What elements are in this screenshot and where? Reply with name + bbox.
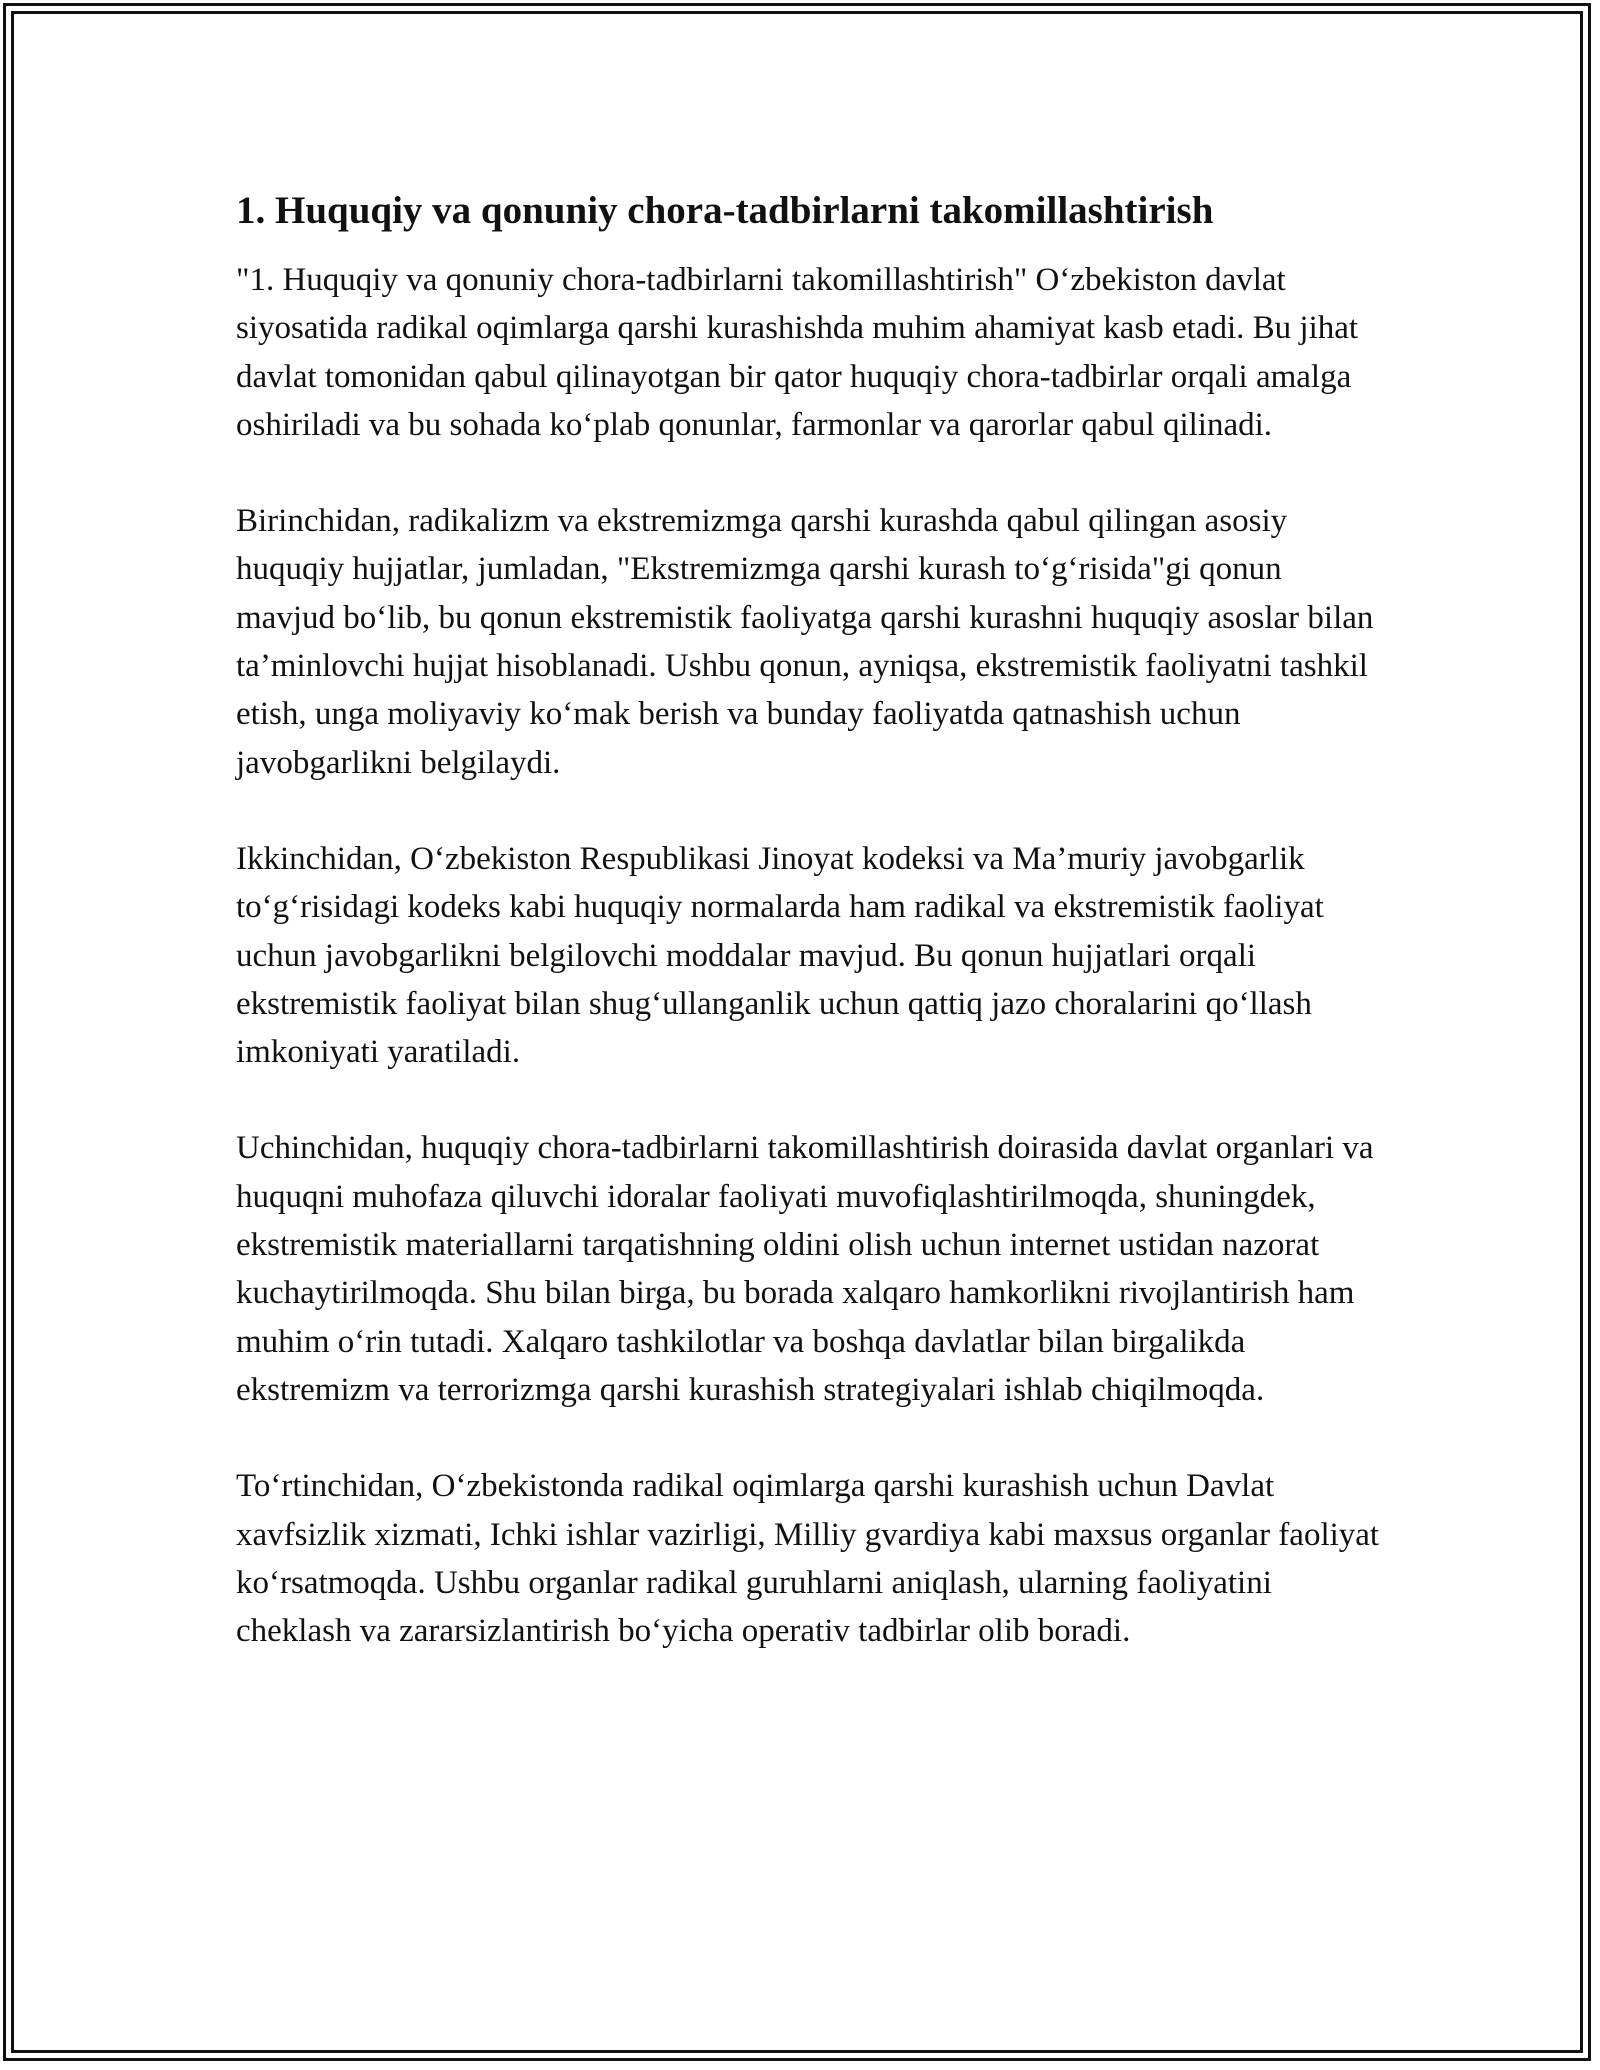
paragraph-first: Birinchidan, radikalizm va ekstremizmga qarshi kurashda qabul qilingan asosiy huquqiy hujjatlar, jumladan, "Ekstremizmga qarshi kurash to‘g‘risida"gi qonun mavjud bo‘lib, bu qonun ekstremistik faoliyatga qarshi kurashni huquqiy asoslar bilan ta’minlovchi hujjat hisoblanadi. Ushbu qonun, ayniqsa, ekstremistik faoliyatni tashkil etish, unga moliyaviy ko‘mak berish va bunday faoliyatda qatnashish uchun javobgarlikni belgilaydi. — [236, 503, 1374, 781]
paragraph-fourth: To‘rtinchidan, O‘zbekistonda radikal oqimlarga qarshi kurashish uchun Davlat xavfsizlik xizmati, Ichki ishlar vazirligi, Milliy gvardiya kabi maxsus organlar faoliyat ko‘rsatmoqda. Ushbu organlar radikal guruhlarni aniqlash, ularning faoliyatini cheklash va zararsizlantirish bo‘yicha operativ tadbirlar olib boradi. — [236, 1468, 1380, 1650]
paragraph-third: Uchinchidan, huquqiy chora-tadbirlarni takomillashtirish doirasida davlat organlari va huquqni muhofaza qiluvchi idoralar faoliyati muvofiqlashtirilmoqda, shuningdek, ekstremistik materiallarni tarqatishning oldini olish uchun internet ustidan nazorat kuchaytirilmoqda. Shu bilan birga, bu borada xalqaro hamkorlikni rivojlantirish ham muhim o‘rin tutadi. Xalqaro tashkilotlar va boshqa davlatlar bilan birgalikda ekstremizm va terrorizmga qarshi kurashish strategiyalari ishlab chiqilmoqda. — [236, 1130, 1374, 1408]
document-body — [236, 186, 1386, 1655]
section-title: 1. Huquqiy va qonuniy chora-tadbirlarni takomillashtirish — [236, 189, 1214, 232]
paragraph-intro: "1. Huquqiy va qonuniy chora-tadbirlarni takomillashtirish" O‘zbekiston davlat siyosatida radikal oqimlarga qarshi kurashishda muhim ahamiyat kasb etadi. Bu jihat davlat tomonidan qabul qilinayotgan bir qator huquqiy chora-tadbirlar orqali amalga oshiriladi va bu sohada ko‘plab qonunlar, farmonlar va qarorlar qabul qilinadi. — [236, 262, 1359, 443]
paragraph-second: Ikkinchidan, O‘zbekiston Respublikasi Jinoyat kodeksi va Ma’muriy javobgarlik to‘g‘risidagi kodeks kabi huquqiy normalarda ham radikal va ekstremistik faoliyat uchun javobgarlikni belgilovchi moddalar mavjud. Bu qonun hujjatlari orqali ekstremistik faoliyat bilan shug‘ullanganlik uchun qattiq jazo choralarini qo‘llash imkoniyati yaratiladi. — [236, 840, 1324, 1071]
